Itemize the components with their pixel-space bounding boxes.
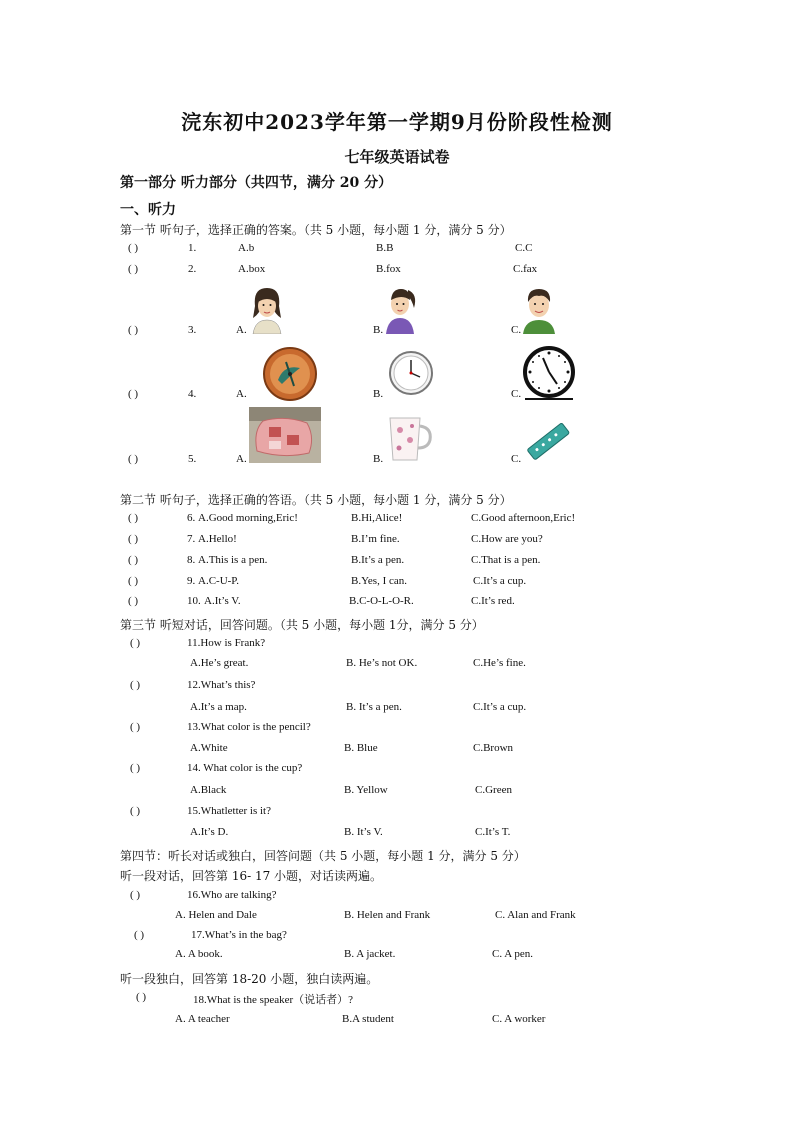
girl-long-hair-icon [247, 284, 287, 334]
option-a: A. [236, 388, 247, 400]
option-a: A.White [190, 742, 228, 754]
option-a: A. [236, 453, 247, 465]
question-number: 7. [187, 533, 196, 545]
option-b: B. [373, 453, 384, 465]
option-a: A.It’s a map. [190, 701, 247, 713]
option-a: A.Hello! [198, 533, 237, 545]
answer-blank: ( ) [128, 533, 139, 545]
option-a: A.C-U-P. [198, 575, 239, 587]
option-a: A. [236, 324, 247, 336]
option-b: B. Blue [344, 742, 378, 754]
pillow-icon [249, 407, 321, 463]
question-stem: 13.What color is the pencil? [187, 721, 311, 733]
cup-icon [384, 412, 436, 464]
answer-blank: ( ) [130, 679, 141, 691]
option-b: B. [373, 324, 384, 336]
question-stem: 12.What’s this? [187, 679, 256, 691]
option-c: C.It’s a cup. [473, 701, 527, 713]
answer-blank: ( ) [128, 512, 139, 524]
option-a: A.Good morning,Eric! [198, 512, 298, 524]
option-c: C. [511, 324, 522, 336]
option-b: B.C-O-L-O-R. [349, 595, 414, 607]
answer-blank: ( ) [128, 242, 139, 254]
option-b: B. It’s a pen. [346, 701, 402, 713]
answer-blank: ( ) [128, 453, 139, 465]
option-b: B. Helen and Frank [344, 909, 431, 921]
answer-blank: ( ) [130, 762, 141, 774]
section4-heading: 第四节：听长对话或独白，回答问题（共 5 小题，每小题 1 分，满分 5 分） [120, 849, 526, 863]
option-c: C. A worker [492, 1013, 546, 1025]
option-b: B.I’m fine. [351, 533, 400, 545]
section2-heading: 第二节 听句子，选择正确的答语。（共 5 小题，每小题 1 分，满分 5 分） [120, 493, 512, 507]
option-b: B.It’s a pen. [351, 554, 405, 566]
option-a: A. A book. [175, 948, 223, 960]
option-c: C.That is a pen. [471, 554, 541, 566]
option-c: C.How are you? [471, 533, 543, 545]
question-stem: 16.Who are talking? [187, 889, 277, 901]
part1-heading: 第一部分 听力部分（共四节，满分 20 分） [120, 175, 393, 191]
question-number: 4. [188, 388, 197, 400]
question-stem: 14. What color is the cup? [187, 762, 303, 774]
answer-blank: ( ) [128, 554, 139, 566]
option-a: A.It’s V. [204, 595, 241, 607]
page-title: 浣东初中2023学年第一学期9月份阶段性检测 [181, 110, 613, 134]
question-number: 3. [188, 324, 197, 336]
option-c: C.fax [513, 263, 538, 275]
option-a: A. Helen and Dale [175, 909, 257, 921]
clock-icon [523, 346, 575, 400]
option-b: B.Yes, I can. [351, 575, 408, 587]
section4-intro-dialogue: 听一段对话，回答第 16- 17 小题，对话读两遍。 [120, 869, 383, 883]
section4-intro-monologue: 听一段独白，回答第 18-20 小题，独白读两遍。 [120, 972, 379, 986]
wall-clock-icon [388, 350, 434, 396]
answer-blank: ( ) [128, 595, 139, 607]
option-b: B. A jacket. [344, 948, 396, 960]
question-number: 1. [188, 242, 197, 254]
question-number: 6. [187, 512, 196, 524]
answer-blank: ( ) [130, 889, 141, 901]
answer-blank: ( ) [134, 929, 145, 941]
question-stem: 18.What is the speaker（说话者）? [193, 994, 354, 1006]
answer-blank: ( ) [128, 324, 139, 336]
option-b: B.Hi,Alice! [351, 512, 403, 524]
option-a: A.b [238, 242, 255, 254]
answer-blank: ( ) [128, 388, 139, 400]
option-b: B.B [376, 242, 394, 254]
question-stem: 17.What’s in the bag? [191, 929, 287, 941]
option-b: B. He’s not OK. [346, 657, 418, 669]
option-b: B. It’s V. [344, 826, 383, 838]
option-c: C.It’s a cup. [473, 575, 527, 587]
option-c: C.He’s fine. [473, 657, 526, 669]
option-c: C.Brown [473, 742, 514, 754]
option-b: B.A student [342, 1013, 394, 1025]
section1-heading: 第一节 听句子，选择正确的答案。（共 5 小题，每小题 1 分，满分 5 分） [120, 223, 512, 237]
page-subtitle: 七年级英语试卷 [344, 148, 450, 166]
option-c: C. [511, 453, 522, 465]
option-a: A.This is a pen. [198, 554, 268, 566]
option-b: B. Yellow [344, 784, 388, 796]
option-b: B. [373, 388, 384, 400]
question-number: 10. [187, 595, 201, 607]
question-stem: 11.How is Frank? [187, 637, 266, 649]
answer-blank: ( ) [136, 991, 147, 1003]
option-c: C. Alan and Frank [495, 909, 576, 921]
decorative-clock-icon [262, 346, 318, 402]
option-c: C.Good afternoon,Eric! [471, 512, 576, 524]
option-b: B.fox [376, 263, 401, 275]
question-number: 2. [188, 263, 197, 275]
option-a: A.box [238, 263, 266, 275]
boy-icon [519, 284, 559, 334]
option-a: A.He’s great. [190, 657, 249, 669]
pencil-case-icon [524, 420, 572, 462]
answer-blank: ( ) [128, 263, 139, 275]
option-c: C.It’s T. [475, 826, 511, 838]
option-a: A.Black [190, 784, 227, 796]
option-c: C.C [515, 242, 533, 254]
option-c: C.It’s red. [471, 595, 515, 607]
question-number: 8. [187, 554, 196, 566]
option-c: C.Green [475, 784, 512, 796]
question-number: 9. [187, 575, 196, 587]
question-number: 5. [188, 453, 197, 465]
option-a: A.It’s D. [190, 826, 229, 838]
option-a: A. A teacher [175, 1013, 230, 1025]
answer-blank: ( ) [130, 721, 141, 733]
listening-heading: 一、听力 [120, 202, 176, 218]
option-c: C. [511, 388, 522, 400]
section3-heading: 第三节 听短对话，回答问题。（共 5 小题，每小题 1分，满分 5 分） [120, 618, 484, 632]
answer-blank: ( ) [130, 637, 141, 649]
answer-blank: ( ) [130, 805, 141, 817]
option-c: C. A pen. [492, 948, 533, 960]
answer-blank: ( ) [128, 575, 139, 587]
girl-ponytail-icon [384, 284, 418, 334]
question-stem: 15.Whatletter is it? [187, 805, 271, 817]
